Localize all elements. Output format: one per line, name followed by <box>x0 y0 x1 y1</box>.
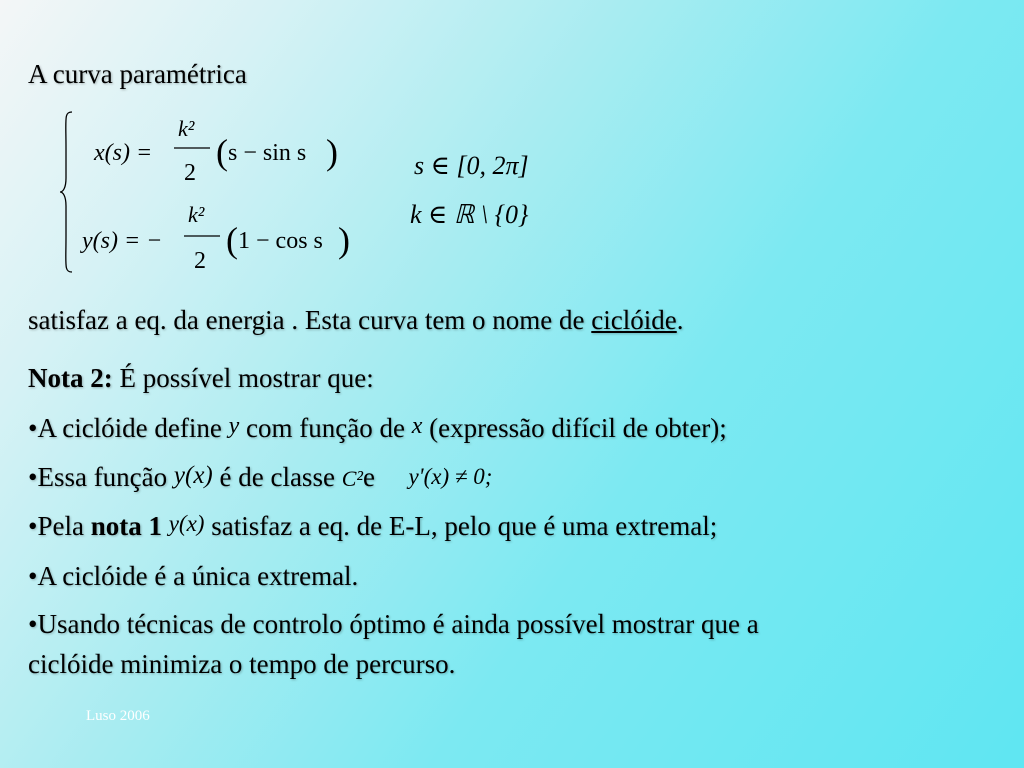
bullet-2-mid: é de classe <box>219 462 335 492</box>
bullet-5-line-2: ciclóide minimiza o tempo de percurso. <box>28 649 456 679</box>
bullet-2-yx: y(x) <box>173 462 213 489</box>
bullet-1 <box>28 412 727 446</box>
left-brace <box>60 112 72 272</box>
bullet-5-line-1: •Usando técnicas de controlo óptimo é ainda possível mostrar que a <box>28 609 759 639</box>
paragraph-text: satisfaz a eq. da energia . Esta curva tem o nome de <box>28 305 592 335</box>
cycloid-paragraph <box>28 304 684 336</box>
slide-heading: A curva paramétrica <box>28 59 247 89</box>
y-rparen: ) <box>338 220 350 260</box>
bullet-2-condition: y'(x) ≠ 0; <box>408 464 493 489</box>
nota-2 <box>28 362 374 394</box>
y-num: k² <box>188 202 205 227</box>
cycloid-term: ciclóide <box>591 305 677 335</box>
y-lhs: y(s) = − <box>82 228 163 254</box>
x-num: k² <box>178 116 195 141</box>
x-lparen: ( <box>216 132 228 172</box>
bullet-1-mid: com função de <box>246 413 405 443</box>
x-rhs: s − sin s <box>228 140 307 166</box>
x-rparen: ) <box>326 132 338 172</box>
bullet-1-pre: •A ciclóide define <box>28 413 222 443</box>
nota-2-text: É possível mostrar que: <box>112 363 374 393</box>
bullet-1-y: y <box>228 413 240 439</box>
bullet-1-x: x <box>411 413 423 439</box>
bullet-3-yx: y(x) <box>168 511 205 536</box>
x-den: 2 <box>184 160 196 186</box>
bullet-2-pre: •Essa função <box>28 462 168 492</box>
x-lhs: x(s) = <box>94 140 153 166</box>
nota-2-label: Nota 2: <box>28 363 113 393</box>
parametric-system <box>60 108 380 278</box>
bullet-2-c2: C² <box>341 466 363 491</box>
y-den: 2 <box>194 248 206 274</box>
footer-label: Luso 2006 <box>86 708 150 724</box>
y-lparen: ( <box>226 220 238 260</box>
s-domain: s ∈ [0, 2π] <box>414 151 529 180</box>
bullet-3-bold: nota 1 <box>90 511 162 541</box>
bullet-2 <box>28 461 492 495</box>
bullet-3 <box>28 510 717 544</box>
bullet-4: •A ciclóide é a única extremal. <box>28 561 359 591</box>
k-domain: k ∈ ℝ \ {0} <box>410 200 529 229</box>
bullet-3-post: satisfaz a eq. de E-L, pelo que é uma extremal; <box>211 511 718 541</box>
y-rhs: 1 − cos s <box>238 228 323 254</box>
bullet-1-post: (expressão difícil de obter); <box>429 413 727 443</box>
bullet-3-pre: •Pela <box>28 511 91 541</box>
bullet-2-e: e <box>362 462 375 492</box>
paragraph-end: . <box>676 305 684 335</box>
